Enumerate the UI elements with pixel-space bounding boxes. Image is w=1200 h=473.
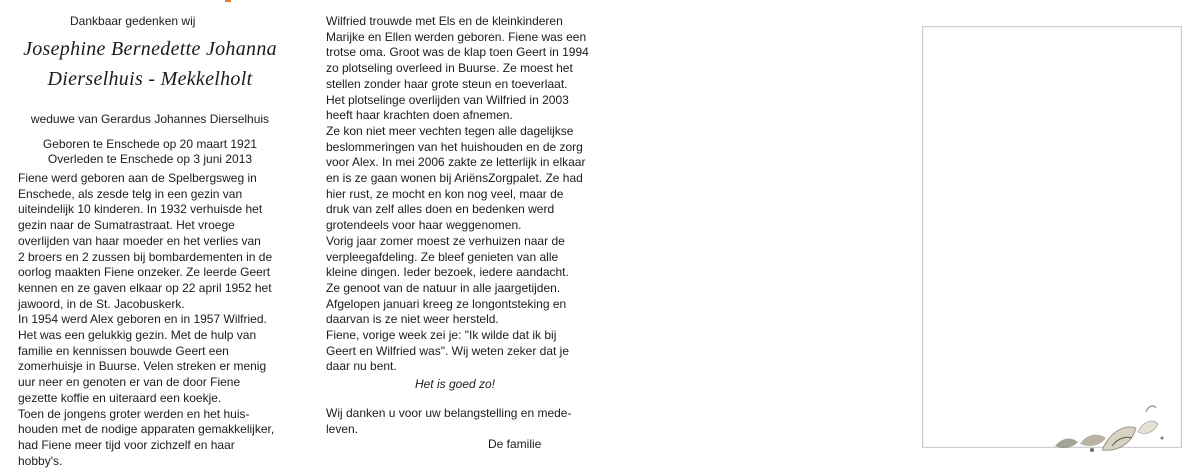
text-line: Wilfried trouwde met Els en de kleinkinderen <box>326 14 563 28</box>
text-line: gezin naar de Sumatrastraat. Het vroege <box>18 218 235 233</box>
motto: Het is goed zo! <box>414 377 496 391</box>
text-line: Het plotselinge overlijden van Wilfried in 2003 <box>326 92 569 107</box>
story-right-column <box>326 14 589 375</box>
text-line: daar nu bent. <box>326 359 397 374</box>
text-line: daarvan is ze niet weer hersteld. <box>326 312 499 327</box>
text-line: Ze genoot van de natuur in alle jaargetijden. <box>326 280 561 295</box>
text-line: en is ze gaan wonen bij AriënsZorgpalet. Ze had <box>326 171 583 186</box>
text-line: verpleegafdeling. Ze bleef genieten van alle <box>326 249 559 264</box>
text-line: kennen en ze gaven elkaar op 22 april 1952 het <box>18 280 272 295</box>
text-line: uiteindelijk 10 kinderen. In 1932 verhuisde het <box>18 202 263 217</box>
text-line: voor Alex. In mei 2006 zakte ze letterlijk in elkaar <box>326 155 586 170</box>
corner-mark <box>225 0 231 2</box>
text-line: Fiene, vorige week zei je: "Ik wilde dat ik bij <box>326 328 557 343</box>
text-line: Enschede, als zesde telg in een gezin van <box>18 186 243 201</box>
text-line: Vorig jaar zomer moest ze verhuizen naar de <box>326 233 565 248</box>
widow-line: weduwe van Gerardus Johannes Dierselhuis <box>30 112 270 126</box>
text-line: familie en kennissen bouwde Geert een <box>18 343 229 358</box>
deceased-name-line-2: Dierselhuis - Mekkelholt <box>47 68 253 90</box>
text-line: grotendeels voor haar weggenomen. <box>326 218 522 233</box>
text-line: overlijden van haar moeder en het verlies van <box>18 233 261 248</box>
text-line: In 1954 werd Alex geboren en in 1957 Wilfried. <box>18 312 267 327</box>
photo-frame <box>922 26 1182 448</box>
text-line: trotse oma. Groot was de klap toen Geert in 1994 <box>326 45 589 60</box>
text-line: stellen zonder haar grote steun en toeverlaat. <box>326 76 568 91</box>
text-line: druk van zelf alles doen en bedenken werd <box>326 202 555 217</box>
text-line: Afgelopen januari kreeg ze longontsteking en <box>326 296 567 311</box>
thanks-text <box>326 406 571 437</box>
text-line: uur neer en genoten er van de door Fiene <box>18 375 241 390</box>
text-line: hier rust, ze mocht en kon nog veel, maar de <box>326 186 564 201</box>
left-panel <box>0 0 300 473</box>
text-line: Fiene werd geboren aan de Spelbergsweg in <box>18 171 257 185</box>
text-line: zomerhuisje in Buurse. Velen streken er menig <box>18 359 267 374</box>
middle-panel <box>300 0 610 473</box>
deceased-name-line-1: Josephine Bernedette Johanna <box>23 38 277 60</box>
text-line: jawoord, in de St. Jacobuskerk. <box>18 296 185 311</box>
text-line: Het was een gelukkig gezin. Met de hulp van <box>18 328 257 343</box>
text-line: Wij danken u voor uw belangstelling en mede- <box>326 406 572 420</box>
birth-line: Geboren te Enschede op 20 maart 1921 <box>42 137 258 151</box>
text-line: had Fiene meer tijd voor zichzelf en haar <box>18 437 235 452</box>
text-line: Ze kon niet meer vechten tegen alle dagelijkse <box>326 123 574 138</box>
text-line: heeft haar krachten doen afnemen. <box>326 108 513 123</box>
text-line: Marijke en Ellen werden geboren. Fiene was een <box>326 29 587 44</box>
text-line: gezette koffie en uiteraard een koekje. <box>18 390 222 405</box>
text-line: zo plotseling overleed in Buurse. Ze moest het <box>326 61 573 76</box>
text-line: houden met de nodige apparaten gemakkelijker, <box>18 422 275 437</box>
life-dates <box>0 137 300 167</box>
thanks-heading: Dankbaar gedenken wij <box>70 14 196 28</box>
flower-decoration <box>1050 398 1180 458</box>
text-line: 2 broers en 2 zussen bij bombardementen in de <box>18 249 273 264</box>
text-line: Toen de jongens groter werden en het huis- <box>18 406 250 421</box>
story-left-column <box>18 171 274 469</box>
death-line: Overleden te Enschede op 3 juni 2013 <box>47 152 253 166</box>
text-line: Geert en Wilfried was". Wij weten zeker dat je <box>326 343 570 358</box>
text-line: beslommeringen van het huishouden en de zorg <box>326 139 583 154</box>
right-panel <box>610 0 1200 473</box>
text-line: hobby's. <box>18 453 63 468</box>
text-line: oorlog maakten Fiene onzeker. Ze leerde Geert <box>18 265 271 280</box>
text-line: kleine dingen. Ieder bezoek, iedere aandacht. <box>326 265 569 280</box>
signature: De familie <box>488 437 542 451</box>
text-line: leven. <box>326 421 359 436</box>
